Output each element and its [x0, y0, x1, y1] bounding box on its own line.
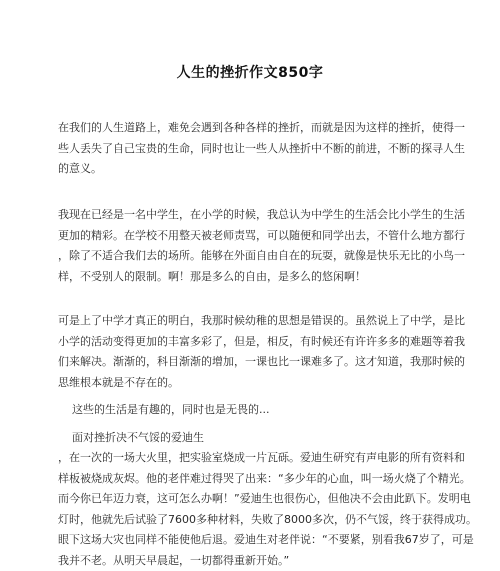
text-line: 更加的精彩。在学校不用整天被老师责骂，可以随便和同学出去，不管什么地方都行 — [58, 226, 440, 247]
text-line: 的意义。 — [58, 159, 440, 180]
paragraph-edison-story — [58, 448, 440, 571]
text-line: 面对挫折决不气馁的爱迪生 — [72, 428, 440, 449]
page-title: 人生的挫折作文850字 — [0, 62, 500, 82]
text-line: 灯时，他就先后试验了7600多种材料，失败了8000多次，仍不气馁，终于获得成功。 — [58, 510, 440, 531]
paragraph-primary-school — [58, 205, 440, 287]
text-line: 我并不老。从明天早晨起，一切都得重新开始。” — [58, 551, 440, 571]
text-line: 们来解决。渐渐的，科目渐渐的增加，一课也比一课难多了。这才知道，我那时候的 — [58, 352, 440, 373]
text-line: 小学的活动变得更加的丰富多彩了，但是，相反，有时候还有许许多多的难题等着我 — [58, 332, 440, 353]
section-heading-edison — [72, 428, 440, 449]
text-line: ，除了不适合我们去的场所。能够在外面自由自在的玩耍，就像是快乐无比的小鸟一 — [58, 246, 440, 267]
text-line: 思维根本就是不存在的。 — [58, 373, 440, 394]
paragraph-intro — [58, 118, 440, 180]
text-line: 些人丢失了自己宝贵的生命，同时也让一些人从挫折中不断的前进，不断的探寻人生 — [58, 139, 440, 160]
text-line: 眼下这场大灾也同样不能使他后退。爱迪生对老伴说：“不要紧，别看我67岁了，可是 — [58, 530, 440, 551]
text-line: 这些的生活是有趣的，同时也是无畏的... — [72, 400, 440, 421]
paragraph-middle-school — [58, 311, 440, 393]
text-line: 样板被烧成灰烬。他的老伴难过得哭了出来：“多少年的心血，叫一场火烧了个精光。 — [58, 469, 440, 490]
text-line: 样，不受别人的限制。啊！那是多么的自由，是多么的悠闲啊！ — [58, 267, 440, 288]
text-line: ，在一次的一场大火里，把实验室烧成一片瓦砾。爱迪生研究有声电影的所有资料和 — [58, 448, 440, 469]
text-line: 在我们的人生道路上，难免会遇到各种各样的挫折，而就是因为这样的挫折，使得一 — [58, 118, 440, 139]
text-line: 我现在已经是一名中学生，在小学的时候，我总认为中学生的生活会比小学生的生活 — [58, 205, 440, 226]
text-line: 可是上了中学才真正的明白，我那时候幼稚的思想是错误的。虽然说上了中学，是比 — [58, 311, 440, 332]
text-line: 而今你已年迈力衰，这可怎么办啊！”爱迪生也很伤心，但他决不会由此趴下。发明电 — [58, 489, 440, 510]
paragraph-life-note — [72, 400, 440, 421]
